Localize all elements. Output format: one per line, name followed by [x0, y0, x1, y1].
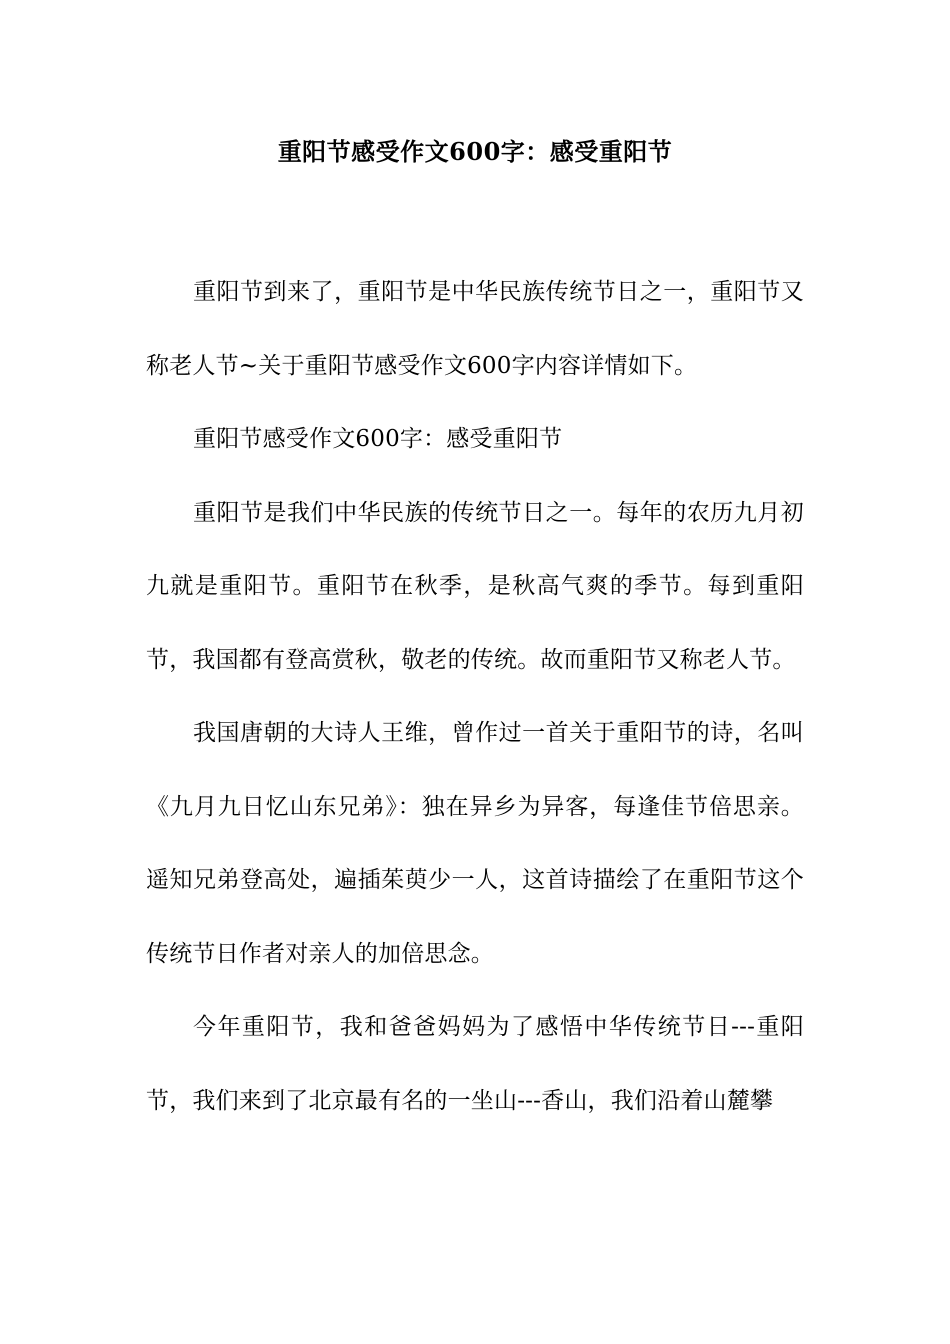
paragraph-festival-description: 重阳节是我们中华民族的传统节日之一。每年的农历九月初九就是重阳节。重阳节在秋季，是秋高气爽的季节。每到重阳节，我国都有登高赏秋，敬老的传统。故而重阳节又称老人节。: [146, 499, 804, 673]
document-body: [146, 256, 804, 1138]
document-title: 重阳节感受作文600字：感受重阳节: [277, 137, 673, 166]
paragraph-intro: 重阳节到来了，重阳节是中华民族传统节日之一，重阳节又称老人节~关于重阳节感受作文600字内容详情如下。: [146, 279, 804, 379]
paragraph-subtitle: 重阳节感受作文600字：感受重阳节: [193, 426, 563, 452]
paragraph-poem: 我国唐朝的大诗人王维，曾作过一首关于重阳节的诗，名叫《九月九日忆山东兄弟》：独在异乡为异客，每逢佳节倍思亲。遥知兄弟登高处，遍插茱萸少一人，这首诗描绘了在重阳节这个传统节日作者对亲人的加倍思念。: [146, 720, 804, 967]
paragraph-xiangshan: 今年重阳节，我和爸爸妈妈为了感悟中华传统节日---重阳节，我们来到了北京最有名的一坐山---香山，我们沿着山麓攀: [146, 1014, 804, 1114]
